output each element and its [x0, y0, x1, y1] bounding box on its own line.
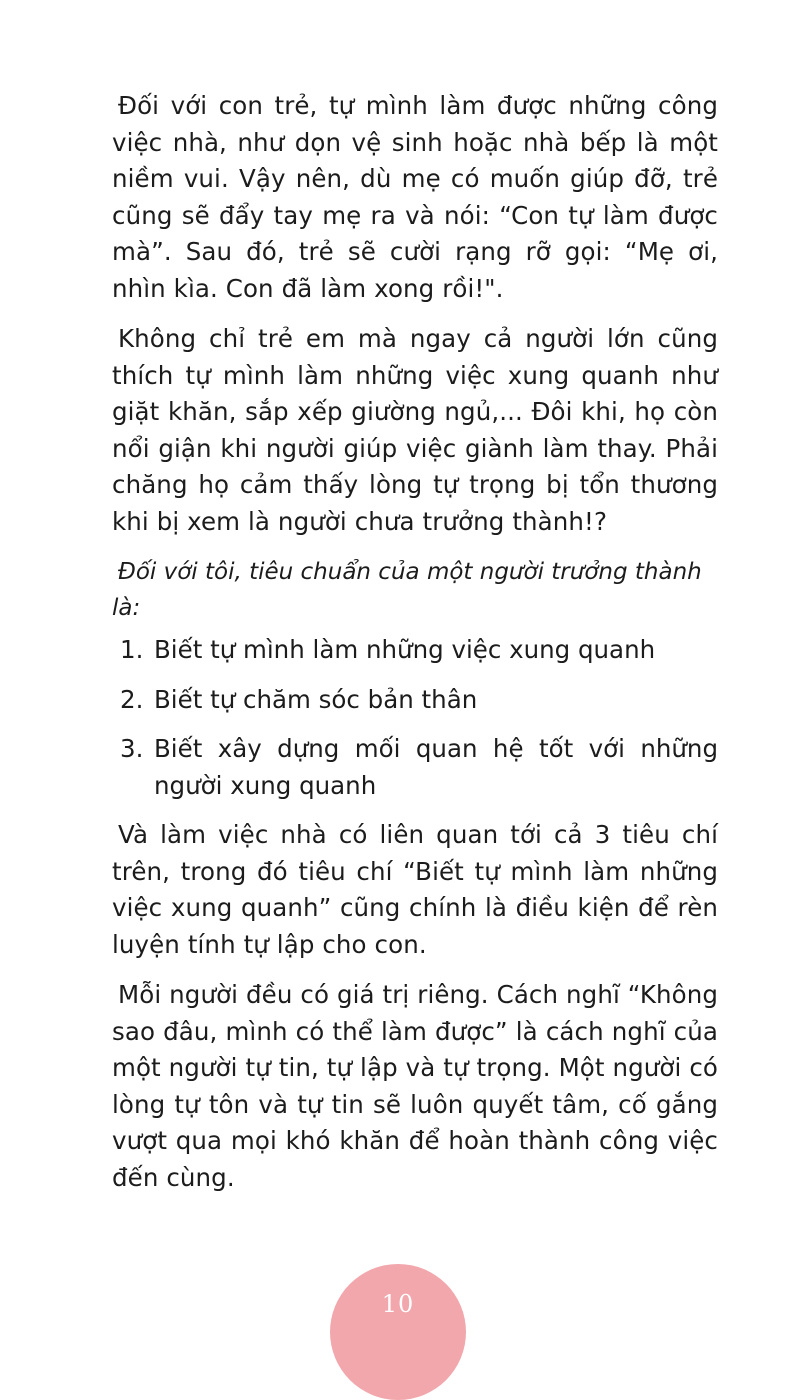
list-item-text: Biết xây dựng mối quan hệ tốt với những người xung quanh: [154, 734, 718, 800]
page-number-badge: [330, 1264, 466, 1400]
paragraph-2: Không chỉ trẻ em mà ngay cả người lớn cũng thích tự mình làm những việc xung quanh như giặt khăn, sắp xếp giường ngủ,... Đôi khi, họ còn nổi giận khi người giúp việc giành làm thay. Phải chăng họ cảm thấy lòng tự trọng bị tổn thương khi bị xem là người chưa trưởng thành!?: [112, 324, 718, 536]
list-item-text: Biết tự mình làm những việc xung quanh: [154, 635, 656, 664]
page-number: 10: [381, 1290, 415, 1318]
list-item-number: 1.: [120, 635, 144, 664]
list-item-number: 3.: [120, 734, 144, 763]
list-item-text: Biết tự chăm sóc bản thân: [154, 684, 478, 714]
page-body: [112, 88, 718, 1210]
list-item: [120, 682, 718, 719]
list-item: [120, 731, 718, 804]
criteria-intro: Đối với tôi, tiêu chuẩn của một người trưởng thành là:: [112, 559, 702, 621]
paragraph-4: Mỗi người đều có giá trị riêng. Cách nghĩ “Không sao đâu, mình có thể làm được” là cách nghĩ của một người tự tin, tự lập và tự trọng. Một người có lòng tự tôn và tự tin sẽ luôn quyết tâm, cố gắng vượt qua mọi khó khăn để hoàn thành công việc đến cùng.: [112, 980, 718, 1192]
list-item-number: 2.: [120, 684, 144, 714]
paragraph-3: Và làm việc nhà có liên quan tới cả 3 tiêu chí trên, trong đó tiêu chí “Biết tự mình làm những việc xung quanh” cũng chính là điều kiện để rèn luyện tính tự lập cho con.: [112, 820, 718, 959]
criteria-list: [112, 632, 718, 804]
paragraph-1: Đối với con trẻ, tự mình làm được những công việc nhà, như dọn vệ sinh hoặc nhà bếp là một niềm vui. Vậy nên, dù mẹ có muốn giúp đỡ, trẻ cũng sẽ đẩy tay mẹ ra và nói: “Con tự làm được mà”. Sau đó, trẻ sẽ cười rạng rỡ gọi: “Mẹ ơi, nhìn kìa. Con đã làm xong rồi!".: [112, 91, 718, 303]
list-item: [120, 632, 718, 669]
